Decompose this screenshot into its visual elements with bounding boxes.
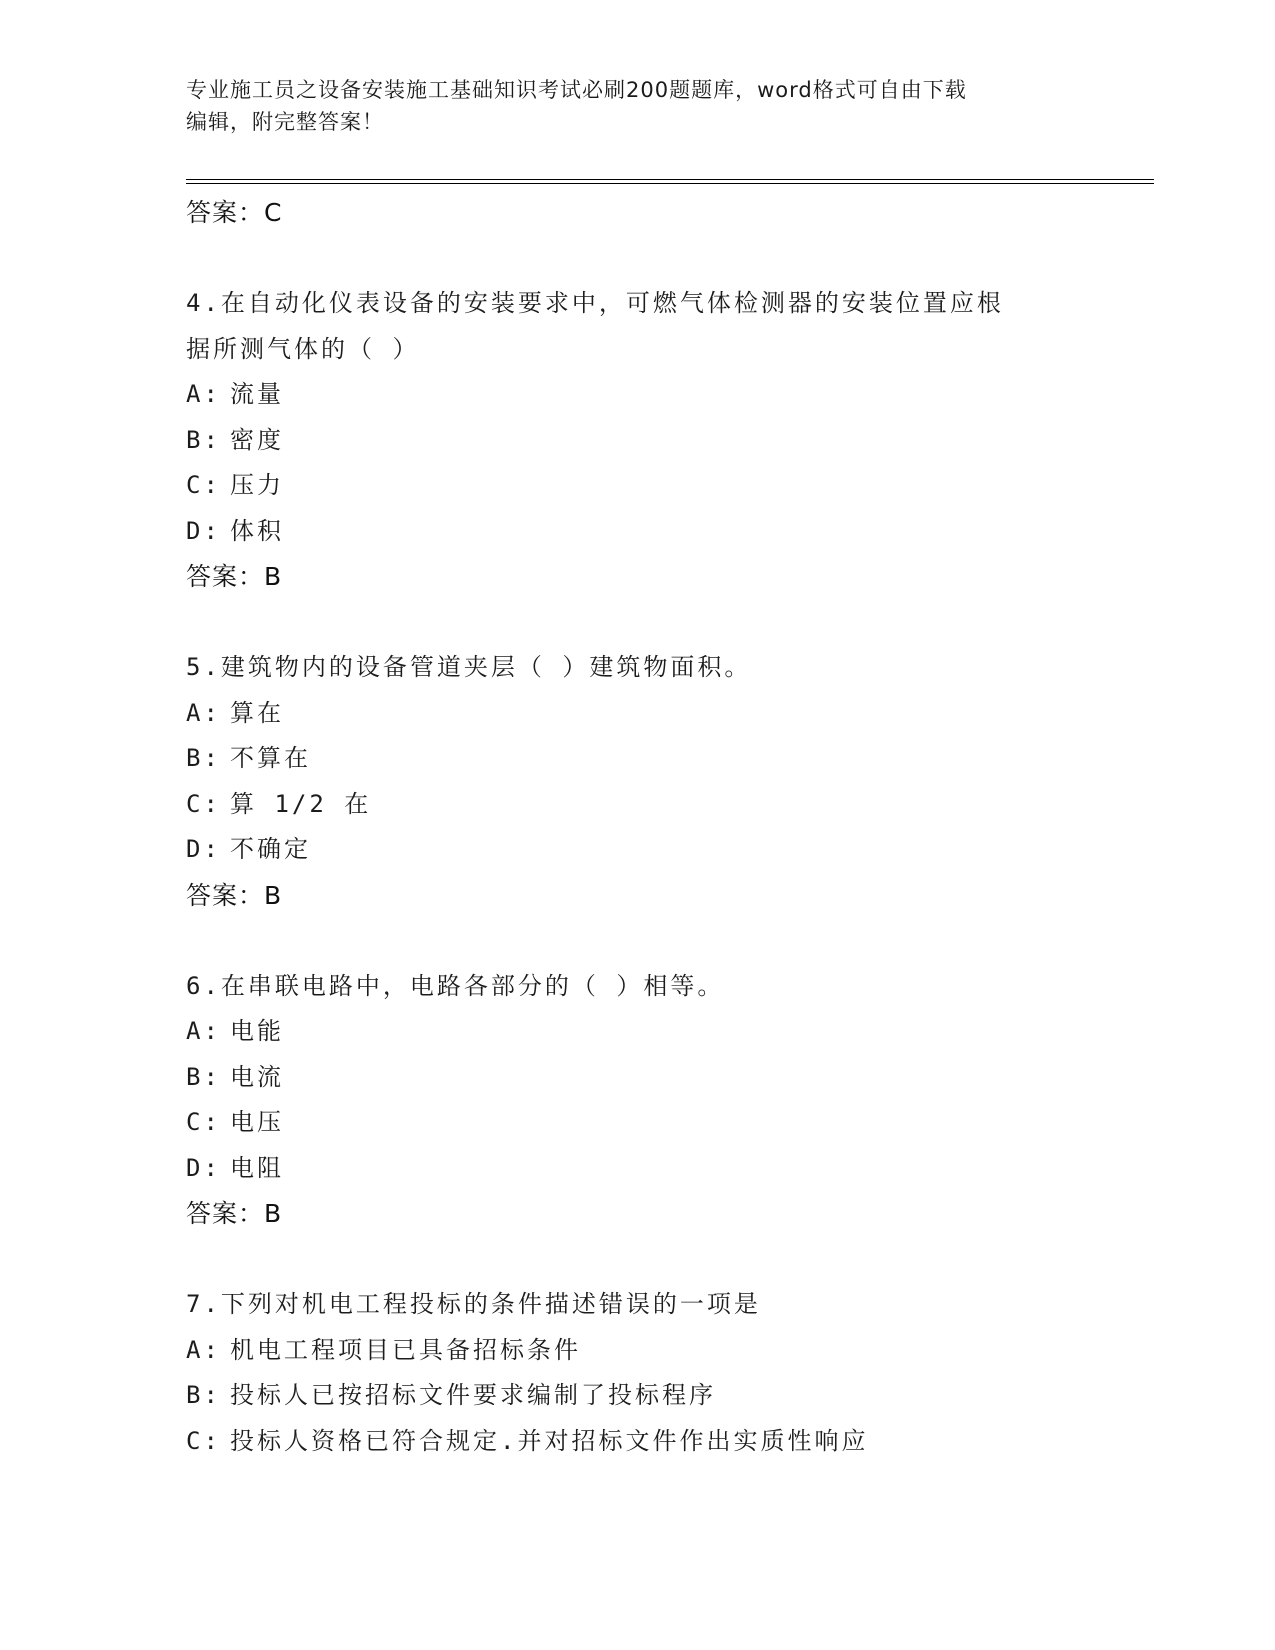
option-c — [186, 1100, 1086, 1146]
option-text: 密度 — [230, 425, 284, 454]
question-text-continued: 据所测气体的（ ） — [186, 334, 420, 363]
option-text: 流量 — [230, 380, 284, 408]
option-text: 电流 — [230, 1062, 284, 1091]
option-text: 压力 — [230, 471, 284, 499]
option-d — [186, 1146, 1086, 1192]
option-label: A: — [186, 380, 221, 408]
question-block — [186, 964, 1086, 1237]
header-title-line-1: 专业施工员之设备安装施工基础知识考试必刷200题题库，word格式可自由下载 — [186, 78, 967, 102]
option-label: D: — [186, 516, 221, 545]
question-text: 5.建筑物内的设备管道夹层（ ）建筑物面积。 — [186, 653, 752, 681]
option-d — [186, 509, 1086, 555]
option-c — [186, 782, 1086, 828]
option-a — [186, 1328, 1086, 1374]
option-text: 不确定 — [230, 835, 311, 863]
option-label: C: — [186, 789, 221, 818]
option-c — [186, 463, 1086, 509]
spacer — [186, 918, 1086, 964]
option-text: 算 1/2 在 — [230, 789, 372, 818]
option-b — [186, 418, 1086, 464]
question-block — [186, 645, 1086, 918]
option-c — [186, 1419, 1086, 1465]
option-text: 算在 — [230, 698, 284, 727]
option-label: B: — [186, 425, 221, 454]
spacer — [186, 600, 1086, 646]
option-label: D: — [186, 835, 221, 863]
option-label: A: — [186, 1335, 221, 1364]
option-label: D: — [186, 1153, 221, 1182]
option-a — [186, 1009, 1086, 1055]
option-text: 机电工程项目已具备招标条件 — [230, 1335, 581, 1364]
option-text: 电能 — [230, 1017, 284, 1045]
question-text: 4.在自动化仪表设备的安装要求中，可燃气体检测器的安装位置应根 — [186, 289, 1004, 317]
option-label: C: — [186, 1108, 221, 1136]
option-label: A: — [186, 1017, 221, 1045]
question-text: 6.在串联电路中，电路各部分的（ ）相等。 — [186, 971, 725, 1000]
document-body — [186, 190, 1086, 1464]
option-label: B: — [186, 1381, 221, 1409]
option-label: B: — [186, 744, 221, 772]
question-block — [186, 281, 1086, 600]
option-d — [186, 827, 1086, 873]
option-text: 投标人已按招标文件要求编制了投标程序 — [230, 1381, 716, 1409]
option-a — [186, 372, 1086, 418]
option-label: B: — [186, 1062, 221, 1091]
header-title-line-2: 编辑，附完整答案！ — [186, 110, 384, 134]
document-header — [186, 74, 1066, 138]
answer-line: 答案：B — [186, 562, 283, 591]
option-text: 电压 — [230, 1108, 284, 1136]
header-rule-bottom — [186, 183, 1154, 184]
option-label: A: — [186, 698, 221, 727]
option-label: C: — [186, 471, 221, 499]
answer-line: 答案：B — [186, 1199, 283, 1228]
option-a — [186, 691, 1086, 737]
spacer — [186, 236, 1086, 282]
answer-line: 答案：B — [186, 880, 283, 910]
option-b — [186, 736, 1086, 782]
answer-line: 答案：C — [186, 198, 283, 227]
question-block — [186, 1282, 1086, 1464]
option-text: 电阻 — [230, 1153, 284, 1182]
option-text: 投标人资格已符合规定.并对招标文件作出实质性响应 — [230, 1426, 869, 1455]
option-b — [186, 1373, 1086, 1419]
option-b — [186, 1055, 1086, 1101]
header-rule-top — [186, 179, 1154, 180]
option-text: 不算在 — [230, 744, 311, 772]
spacer — [186, 1237, 1086, 1283]
option-label: C: — [186, 1426, 221, 1455]
option-text: 体积 — [230, 516, 284, 545]
question-text: 7.下列对机电工程投标的条件描述错误的一项是 — [186, 1290, 761, 1318]
